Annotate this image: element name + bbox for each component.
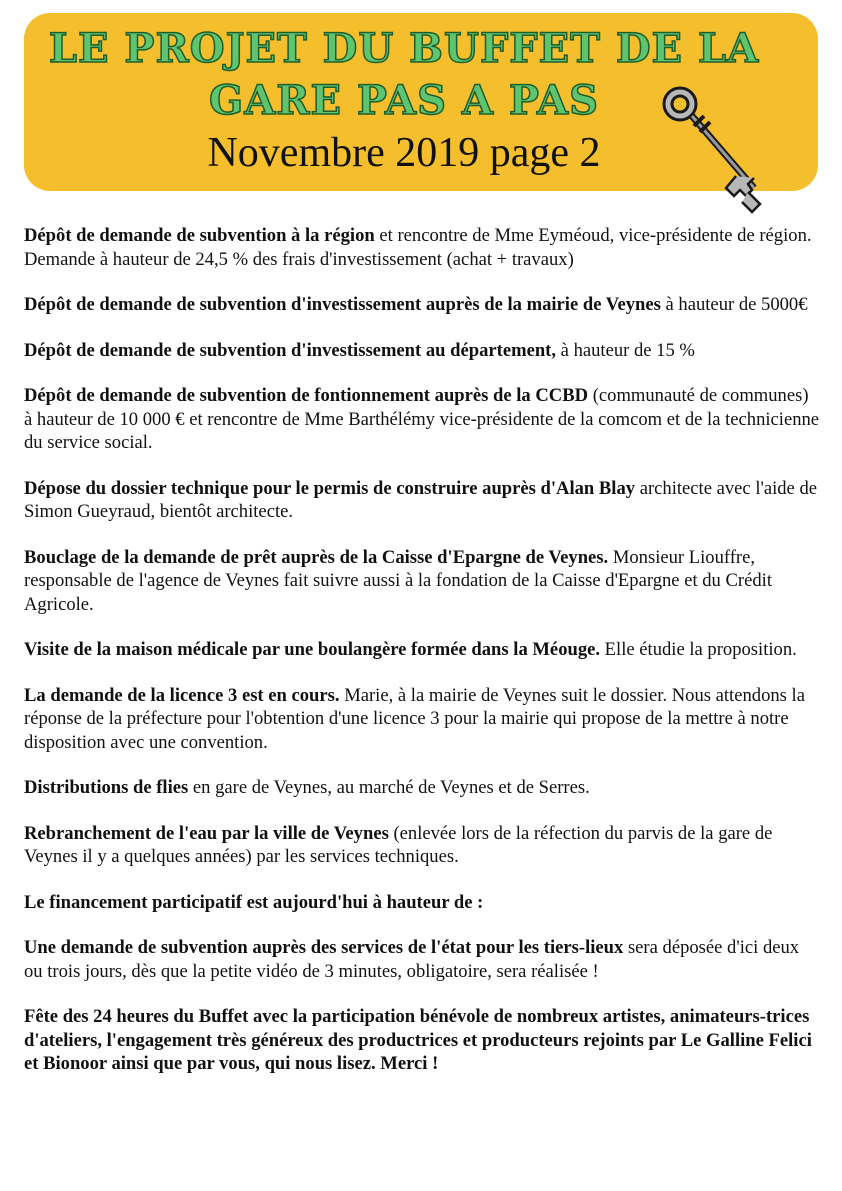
paragraph xyxy=(24,546,820,617)
paragraph-heading: Bouclage de la demande de prêt auprès de la Caisse d'Epargne de Veynes. xyxy=(24,546,609,568)
paragraph xyxy=(24,1005,820,1076)
paragraph-heading: Distributions de flies xyxy=(24,777,189,798)
paragraph-text: Elle étudie la proposition. xyxy=(600,639,797,660)
paragraph-heading: Dépôt de demande de subvention d'investissement au département, xyxy=(24,339,557,361)
paragraph xyxy=(24,339,820,363)
paragraph-heading: Fête des 24 heures du Buffet avec la participation bénévole de nombreux artistes, animateurs-trices d'ateliers, l'engagement très généreux des productrices et producteurs rejoints par Le Galline Felici et Bionoor ainsi que par vous, qui nous lisez. Merci ! xyxy=(24,1006,812,1074)
paragraph xyxy=(24,477,820,524)
paragraph-text: (communauté de communes) à hauteur de 10 000 € et rencontre de Mme Barthélémy vice-présidente de la comcom et de la technicienne du service social. xyxy=(24,385,820,453)
main-content xyxy=(24,224,820,1098)
paragraph-text: et rencontre de Mme Eyméoud, vice-présidente de région. Demande à hauteur de 24,5 % des frais d'investissement (achat + travaux) xyxy=(24,225,812,270)
paragraph-heading: Le financement participatif est aujourd'hui à hauteur de : xyxy=(24,891,484,913)
paragraph-heading: Dépose du dossier technique pour le permis de construire auprès d'Alan Blay xyxy=(24,477,636,499)
paragraph-heading: Visite de la maison médicale par une boulangère formée dans la Méouge. xyxy=(24,639,601,660)
title-line-1: LE PROJET DU BUFFET DE LA xyxy=(48,25,760,72)
paragraph-heading: Dépôt de demande de subvention d'investissement auprès de la mairie de Veynes xyxy=(24,294,661,315)
paragraph-text: architecte avec l'aide de Simon Gueyraud, bientôt architecte. xyxy=(24,477,817,522)
paragraph-text: Monsieur Liouffre, responsable de l'agence de Veynes fait suivre aussi à la fondation de la Caisse d'Epargne et du Crédit Agricole. xyxy=(24,546,772,615)
paragraph xyxy=(24,224,820,271)
paragraph xyxy=(24,684,820,755)
paragraph-text: Marie, à la mairie de Veynes suit le dossier. Nous attendons la réponse de la préfecture pour l'obtention d'une licence 3 pour la mairie qui propose de la mettre à notre disposition avec une convention. xyxy=(24,684,805,753)
paragraph xyxy=(24,384,820,455)
paragraph-text: sera déposée d'ici deux ou trois jours, dès que la petite vidéo de 3 minutes, obligatoire, sera réalisée ! xyxy=(24,937,800,982)
paragraph-heading: Une demande de subvention auprès des services de l'état pour les tiers-lieux xyxy=(24,937,624,958)
paragraph-text: en gare de Veynes, au marché de Veynes et de Serres. xyxy=(188,777,590,798)
paragraph xyxy=(24,638,820,662)
paragraph xyxy=(24,776,820,800)
paragraph-heading: Rebranchement de l'eau par la ville de Veynes xyxy=(24,822,389,844)
title-line-2: GARE PAS A PAS xyxy=(209,77,599,124)
paragraph-heading: Dépôt de demande de subvention de fontionnement auprès de la CCBD xyxy=(24,385,589,406)
paragraph-heading: Dépôt de demande de subvention à la région xyxy=(24,225,375,246)
paragraph-heading: La demande de la licence 3 est en cours. xyxy=(24,684,340,706)
paragraph-text: à hauteur de 15 % xyxy=(556,339,695,361)
key-icon xyxy=(656,80,768,220)
paragraph-text: à hauteur de 5000€ xyxy=(660,294,808,315)
paragraph xyxy=(24,936,820,983)
paragraph xyxy=(24,822,820,869)
paragraph xyxy=(24,891,820,915)
paragraph xyxy=(24,293,820,317)
subtitle: Novembre 2019 page 2 xyxy=(207,130,601,176)
paragraph-text: (enlevée lors de la réfection du parvis de la gare de Veynes il y a quelques années) par les services techniques. xyxy=(24,822,773,867)
